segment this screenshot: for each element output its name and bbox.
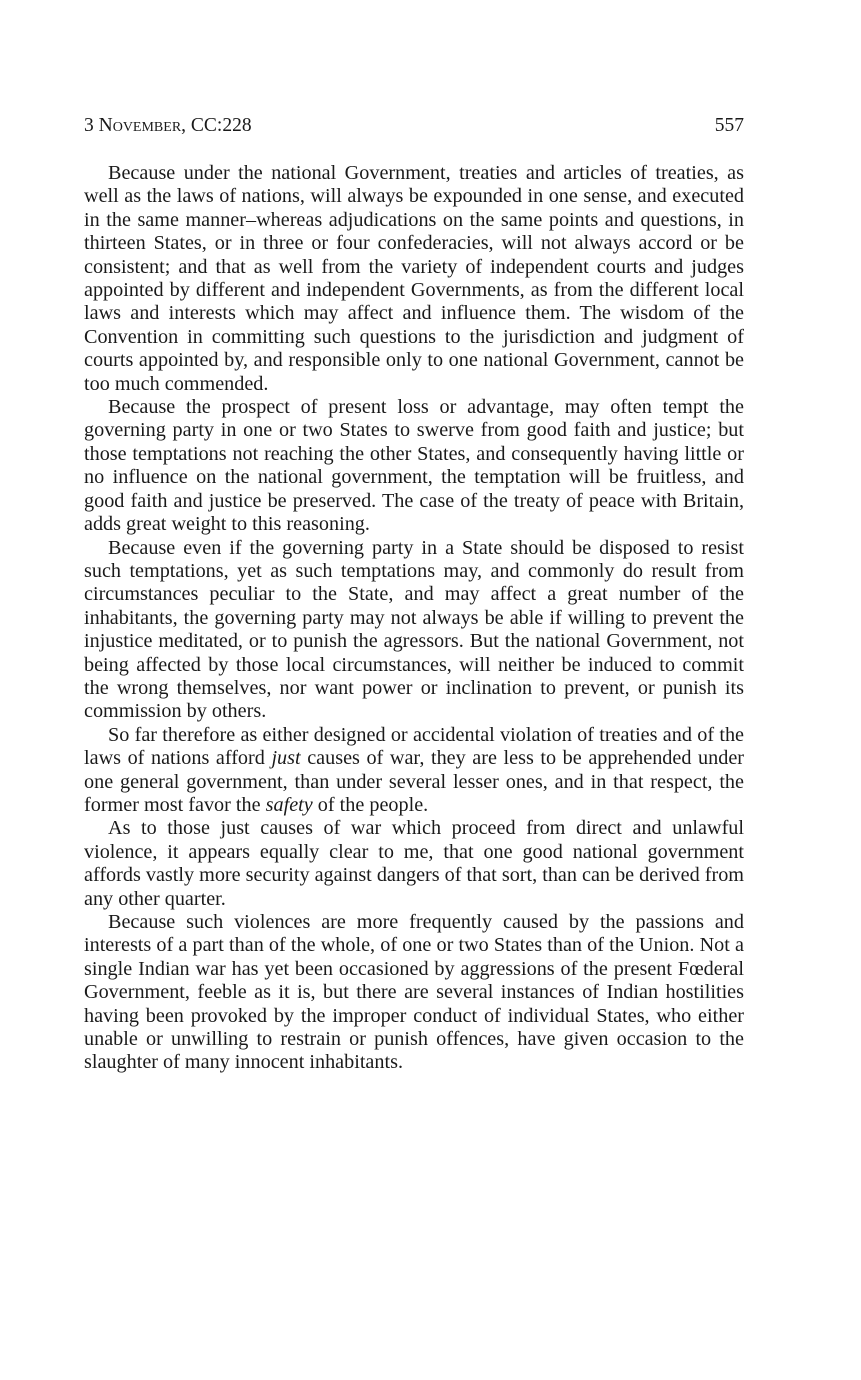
paragraph-4-part-3: of the people.: [312, 793, 429, 816]
body-text: [84, 162, 744, 1075]
page-number: 557: [714, 115, 744, 136]
paragraph-4: [84, 724, 744, 818]
paragraph-3: Because even if the governing party in a State should be disposed to resist such temptations, yet as such temptations may, and commonly do result from circumstances peculiar to the State, and may affect a great number of the inhabitants, the governing party may not always be able if willing to prevent the injustice meditated, or to punish the agressors. But the national Government, not being affected by those local circumstances, will neither be induced to commit the wrong themselves, nor want power or inclination to prevent, or punish its commission by others.: [84, 536, 744, 723]
header-date: 3 November: [84, 115, 182, 136]
document-page: [84, 112, 744, 1075]
paragraph-6: Because such violences are more frequently caused by the passions and interests of a part than of the whole, of one or two States than of the Union. Not a single Indian war has yet been occasioned by aggressions of the present Fœderal Government, feeble as it is, but there are several instances of Indian hostilities having been provoked by the improper conduct of individual States, who either unable or unwilling to restrain or punish offences, have given occasion to the slaughter of many innocent inhabitants.: [84, 911, 744, 1074]
paragraph-4-part-1: So far therefore as either designed or accidental violation of treaties and of the laws of nations afford: [84, 723, 744, 770]
paragraph-4-part-2: causes of war, they are less to be apprehended under one general government, than under several lesser ones, and in that respect, the former most favor the: [84, 747, 744, 816]
paragraph-4-italic-just: just: [271, 747, 301, 770]
paragraph-5: As to those just causes of war which proceed from direct and unlawful violence, it appears equally clear to me, that one good national government affords vastly more security against dangers of that sort, than can be derived from any other quarter.: [84, 817, 744, 910]
header-doc-ref: CC:228: [190, 115, 252, 136]
paragraph-1: Because under the national Government, treaties and articles of treaties, as well as the laws of nations, will always be expounded in one sense, and executed in the same manner–whereas adjudications on the same points and questions, in thirteen States, or in three or four confederacies, will not always accord or be consistent; and that as well from the variety of independent courts and judges appointed by different and independent Governments, as from the different local laws and interests which may affect and influence them. The wisdom of the Convention in committing such questions to the jurisdiction and judgment of courts appointed by, and responsible only to one national Government, cannot be too much commended.: [84, 162, 744, 395]
paragraph-2: Because the prospect of present loss or advantage, may often tempt the governing party in one or two States to swerve from good faith and justice; but those temptations not reaching the other States, and consequently having little or no influence on the national government, the temptation will be fruitless, and good faith and justice be preserved. The case of the treaty of peace with Britain, adds great weight to this reasoning.: [84, 396, 744, 536]
paragraph-4-italic-safety: safety: [265, 793, 313, 816]
running-head-left: 3 November, CC:228: [84, 115, 252, 136]
running-head: [84, 112, 744, 140]
